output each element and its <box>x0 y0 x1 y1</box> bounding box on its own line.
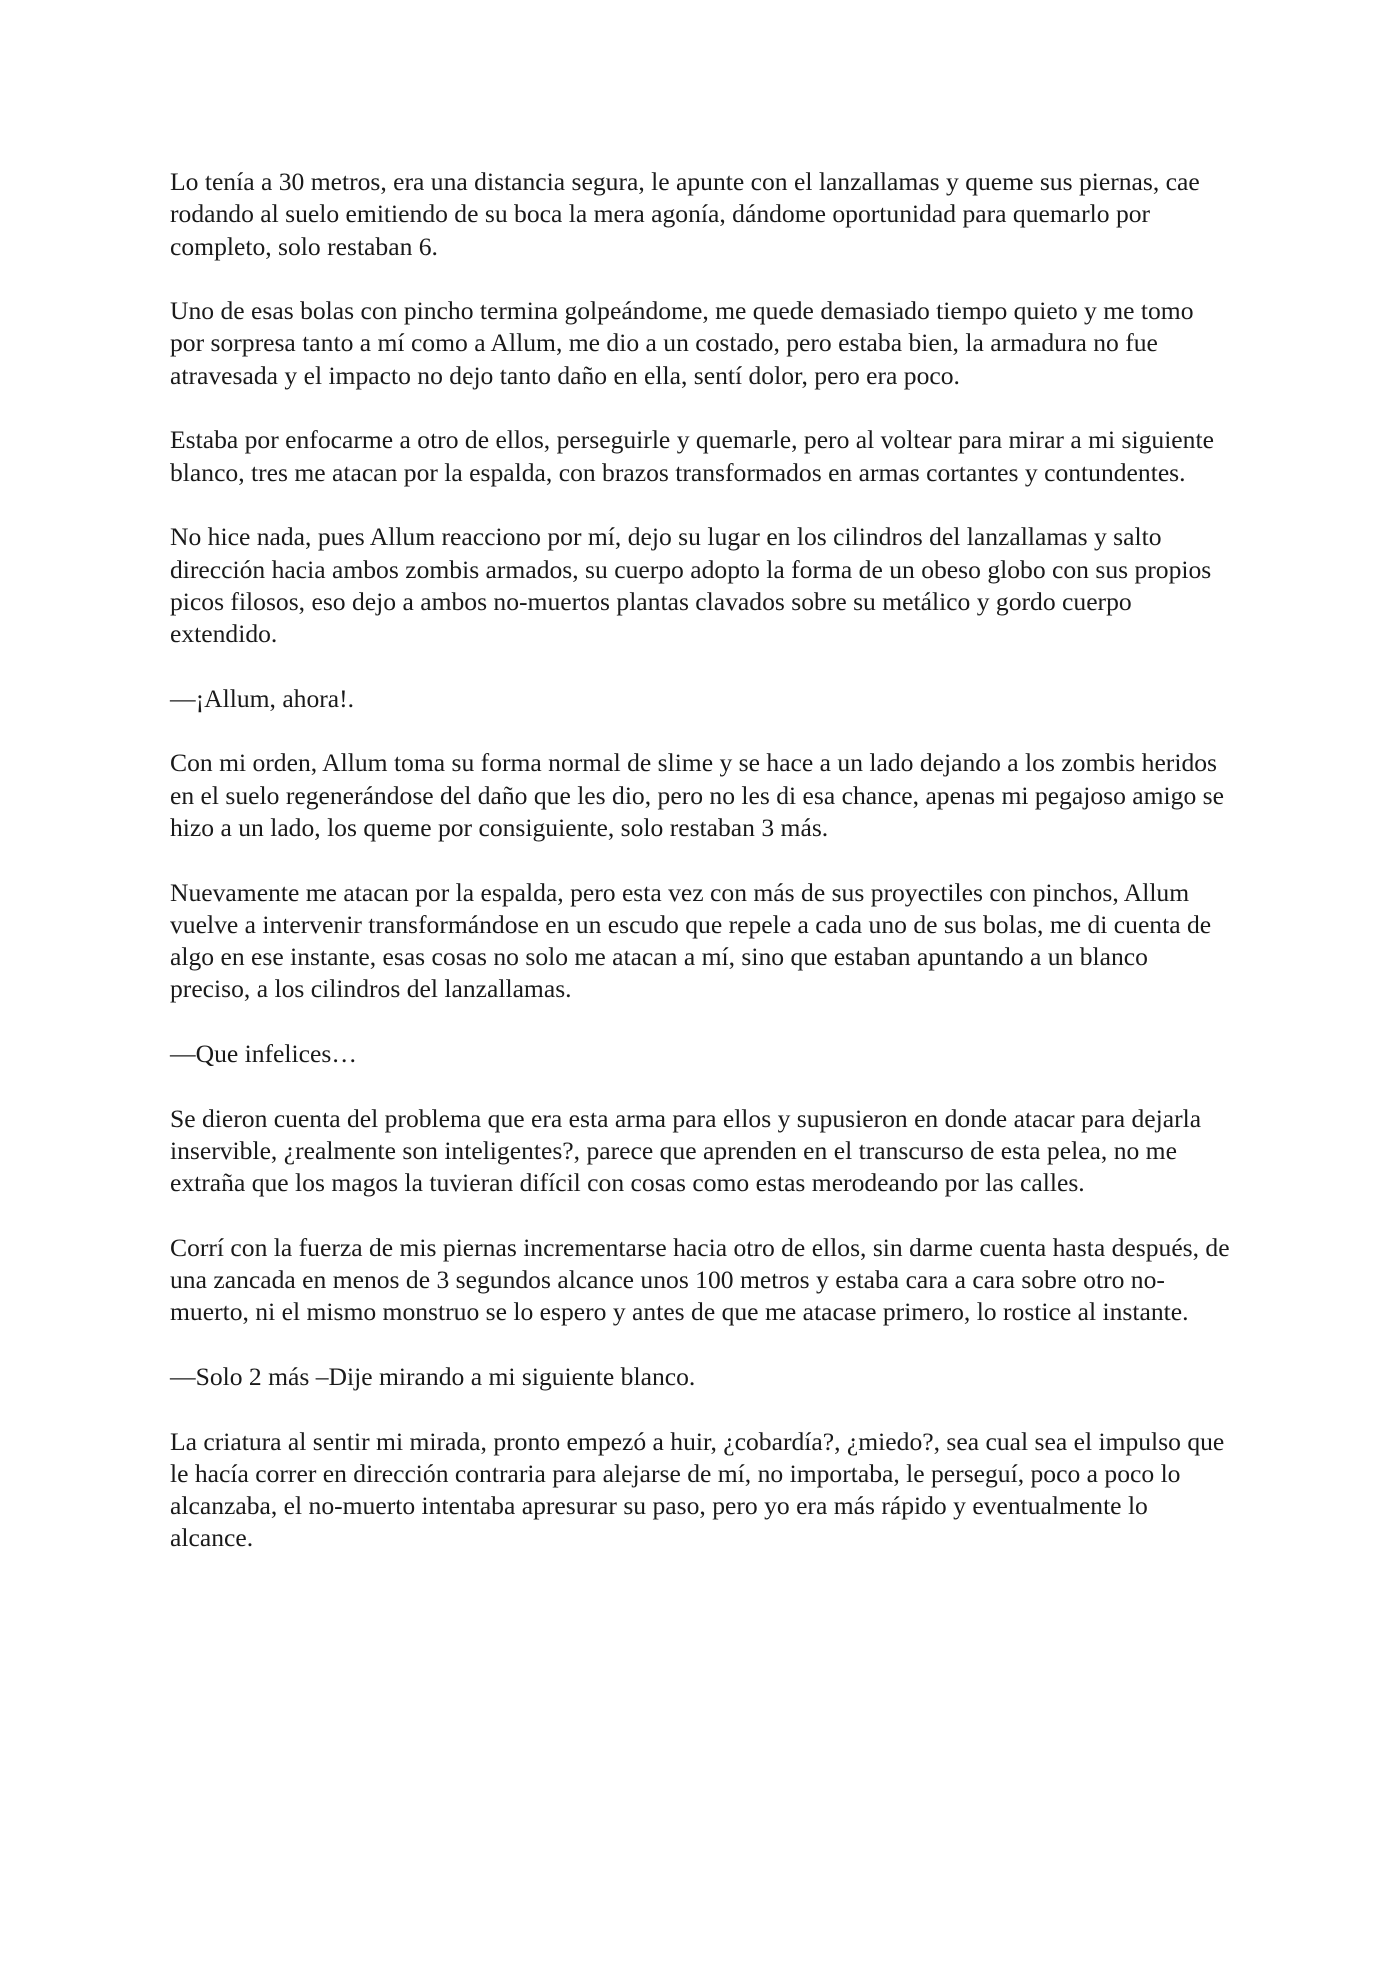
paragraph: La criatura al sentir mi mirada, pronto empezó a huir, ¿cobardía?, ¿miedo?, sea cual sea el impulso que le hacía correr en dirección contraria para alejarse de mí, no importaba, le perseguí, poco a poco lo alcanzaba, el no-muerto intentaba apresurar su paso, pero yo era más rápido y eventualmente lo alcance. <box>170 1426 1225 1553</box>
paragraph: Estaba por enfocarme a otro de ellos, perseguirle y quemarle, pero al voltear para mirar a mi siguiente blanco, tres me atacan por la espalda, con brazos transformados en armas cortantes y contundentes. <box>170 425 1214 487</box>
dialogue-line: —¡Allum, ahora!. <box>170 683 355 713</box>
paragraph: Lo tenía a 30 metros, era una distancia segura, le apunte con el lanzallamas y queme sus piernas, cae rodando al suelo emitiendo de su boca la mera agonía, dándome oportunidad para quemarlo por completo, solo restaban 6. <box>170 167 1200 261</box>
paragraph: Con mi orden, Allum toma su forma normal de slime y se hace a un lado dejando a los zombis heridos en el suelo regenerándose del daño que les dio, pero no les di esa chance, apenas mi pegajoso amigo se hizo a un lado, los queme por consiguiente, solo restaban 3 más. <box>170 748 1224 842</box>
paragraph: Uno de esas bolas con pincho termina golpeándome, me quede demasiado tiempo quieto y me tomo por sorpresa tanto a mí como a Allum, me dio a un costado, pero estaba bien, la armadura no fue atravesada y el impacto no dejo tanto daño en ella, sentí dolor, pero era poco. <box>170 296 1194 390</box>
paragraph: Se dieron cuenta del problema que era esta arma para ellos y supusieron en donde atacar para dejarla inservible, ¿realmente son inteligentes?, parece que aprenden en el transcurso de esta pelea, no me extraña que los magos la tuvieran difícil con cosas como estas merodeando por las calles. <box>170 1103 1202 1198</box>
document-body <box>170 166 1230 1587</box>
paragraph: Corrí con la fuerza de mis piernas incrementarse hacia otro de ellos, sin darme cuenta hasta después, de una zancada en menos de 3 segundos alcance unos 100 metros y estaba cara a cara sobre otro no-muerto, ni el mismo monstruo se lo espero y antes de que me atacase primero, lo rostice al instante. <box>170 1232 1230 1327</box>
dialogue-line: —Solo 2 más –Dije mirando a mi siguiente blanco. <box>170 1361 696 1391</box>
paragraph: No hice nada, pues Allum reacciono por mí, dejo su lugar en los cilindros del lanzallamas y salto dirección hacia ambos zombis armados, su cuerpo adopto la forma de un obeso globo con sus propios picos filosos, eso dejo a ambos no-muertos plantas clavados sobre su metálico y gordo cuerpo extendido. <box>170 522 1212 649</box>
paragraph: Nuevamente me atacan por la espalda, pero esta vez con más de sus proyectiles con pinchos, Allum vuelve a intervenir transformándose en un escudo que repele a cada uno de sus bolas, me di cuenta de algo en ese instante, esas cosas no solo me atacan a mí, sino que estaban apuntando a un blanco preciso, a los cilindros del lanzallamas. <box>170 877 1212 1004</box>
dialogue-line: —Que infelices… <box>170 1039 357 1069</box>
